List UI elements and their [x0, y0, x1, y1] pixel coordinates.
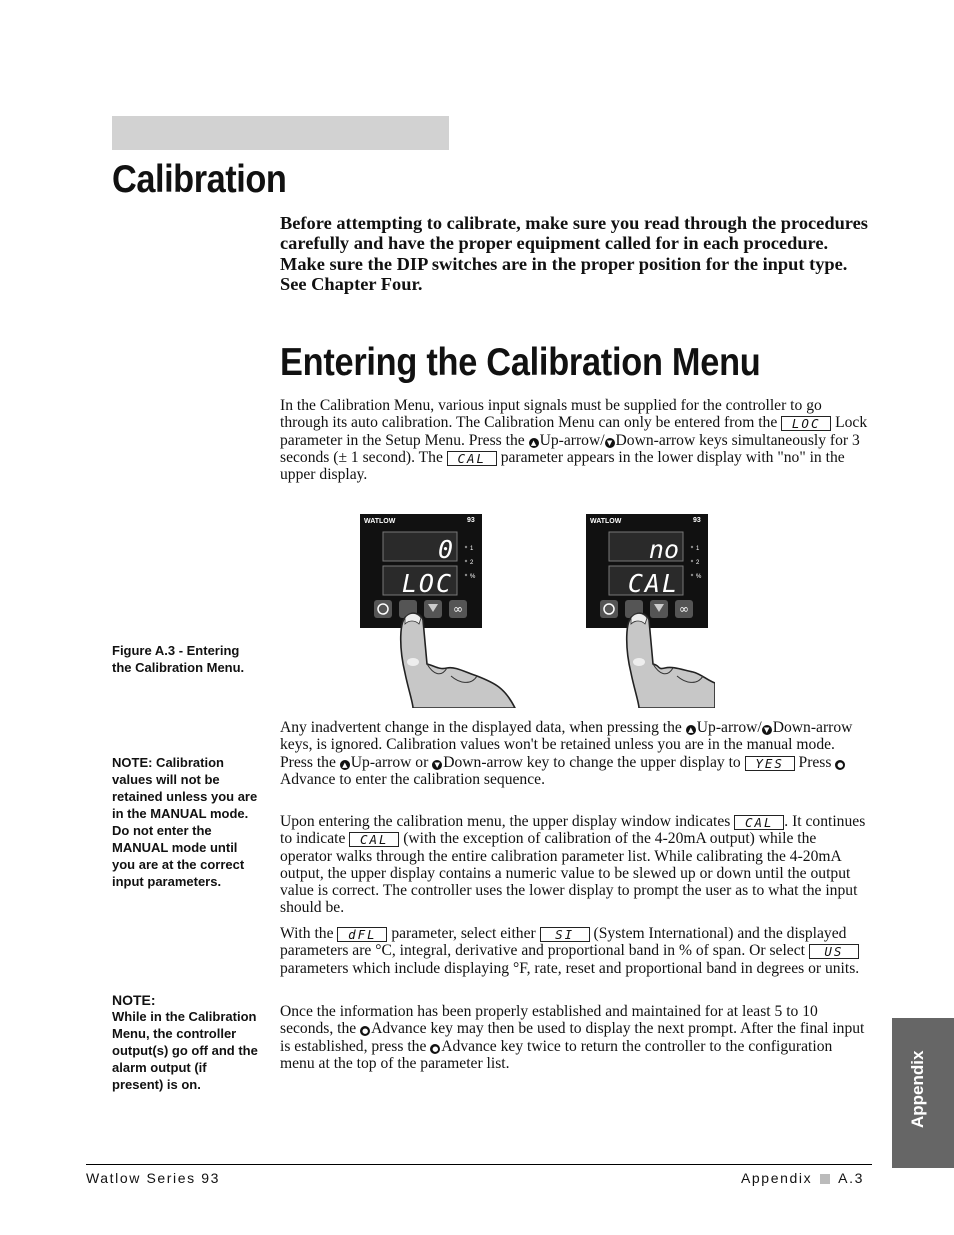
advance-key-icon: ● — [362, 1027, 369, 1036]
svg-text:∞: ∞ — [453, 602, 463, 616]
lcd-yes: YES — [745, 756, 795, 771]
note-manual-mode: NOTE: Calibration values will not be retained unless you are in the MANUAL mode. Do not enter the MANUAL mode until you are at the correct input parameters. — [112, 755, 258, 889]
paragraph-2: Any inadvertent change in the displayed data, when pressing the ▲ Up-arrow/ ▼ Down-arrow keys, is ignored. Calibration values won't be retained unless you are in the manual mode. Press the ▲ Up-arrow or ▼ Down-arrow key to change the upper display to YES Press ●Advance to enter the calibration sequence. — [280, 719, 853, 788]
footer-title: Watlow Series 93 — [86, 1170, 221, 1186]
controller-right — [586, 514, 715, 708]
down-arrow-key-icon: ▼ — [432, 760, 442, 770]
footer-rule — [86, 1164, 872, 1165]
up-arrow-key-icon: ▲ — [686, 725, 696, 735]
lcd-si: SI — [540, 927, 590, 942]
note-output-off: While in the Calibration Menu, the controller output(s) go off and the alarm output (if present) is on. — [112, 1009, 258, 1092]
page-title: Calibration — [112, 158, 287, 201]
brand-label: WATLOW — [364, 518, 396, 525]
upper-display: 0 — [437, 535, 453, 564]
lcd-us: US — [809, 944, 859, 959]
down-arrow-key-icon: ▼ — [762, 725, 772, 735]
svg-text:2: 2 — [696, 560, 700, 566]
intro-paragraph: Before attempting to calibrate, make sure you read through the procedures carefully and have the proper equipment called for in each procedure. Make sure the DIP switches are in the proper position for the input type. See Chapter Four. — [280, 213, 868, 295]
lcd-loc: LOC — [781, 416, 831, 431]
svg-text:1: 1 — [696, 546, 700, 552]
lcd-cal: CAL — [349, 832, 399, 847]
upper-display: no — [648, 535, 679, 564]
svg-text:2: 2 — [470, 560, 474, 566]
advance-key-icon: ● — [837, 760, 844, 769]
header-bar — [112, 116, 449, 150]
svg-text:1: 1 — [470, 546, 474, 552]
lcd-dfl: dFL — [337, 927, 387, 942]
paragraph-3: Upon entering the calibration menu, the upper display window indicates CAL . It continues to indicate CAL (with the exception of calibration of the 4-20mA output) while the operator walks through the entire calibration parameter list. While calibrating the 4-20mA output, the upper display contains a numeric value to be slewed up or down until the output value is correct. The controller uses the lower display to prompt the user as to what the input should be. — [280, 813, 866, 917]
paragraph-4: With the dFL parameter, select either SI (System International) and the displayed parameters are °C, integral, derivative and proportional band in % of span. Or select US parameters which include displaying °F, rate, reset and proportional band in degrees or units. — [280, 925, 860, 977]
svg-text:%: % — [696, 574, 702, 580]
lower-display: LOC — [401, 569, 453, 598]
square-icon — [820, 1174, 830, 1184]
model-label: 93 — [467, 517, 475, 524]
lcd-cal: CAL — [447, 451, 497, 466]
figure-caption: Figure A.3 - Entering the Calibration Menu. — [112, 643, 245, 675]
down-arrow-key-icon: ▼ — [605, 438, 615, 448]
svg-text:∞: ∞ — [679, 602, 689, 616]
up-arrow-key-icon: ▲ — [529, 438, 539, 448]
up-arrow-key-icon: ▲ — [340, 760, 350, 770]
svg-text:%: % — [470, 574, 476, 580]
appendix-tab-label: Appendix — [908, 1050, 927, 1128]
section-title: Entering the Calibration Menu — [280, 341, 761, 384]
lcd-cal: CAL — [734, 815, 784, 830]
footer-page: Appendix A.3 — [740, 1170, 864, 1186]
paragraph-5: Once the information has been properly established and maintained for at least 5 to 10 seconds, the ● Advance key may then be used to display the next prompt. After the final input is established, press the ● Advance key twice to return the controller to the configuration menu at the top of the parameter list. — [280, 1003, 865, 1072]
advance-key-icon: ● — [432, 1044, 439, 1053]
model-label: 93 — [693, 517, 701, 524]
paragraph-1: In the Calibration Menu, various input signals must be supplied for the controller to go through its auto calibration. The Calibration Menu can only be entered from the LOC Lock parameter in the Setup Menu. Press the ▲ Up-arrow/ ▼ Down-arrow keys simultaneously for 3 seconds (± 1 second). The CAL parameter appears in the lower display with "no" in the upper display. — [280, 397, 868, 484]
controller-figure — [355, 508, 715, 708]
lower-display: CAL — [627, 569, 679, 598]
brand-label: WATLOW — [590, 518, 622, 525]
note-heading: NOTE: — [112, 992, 156, 1008]
controller-left — [360, 514, 515, 708]
